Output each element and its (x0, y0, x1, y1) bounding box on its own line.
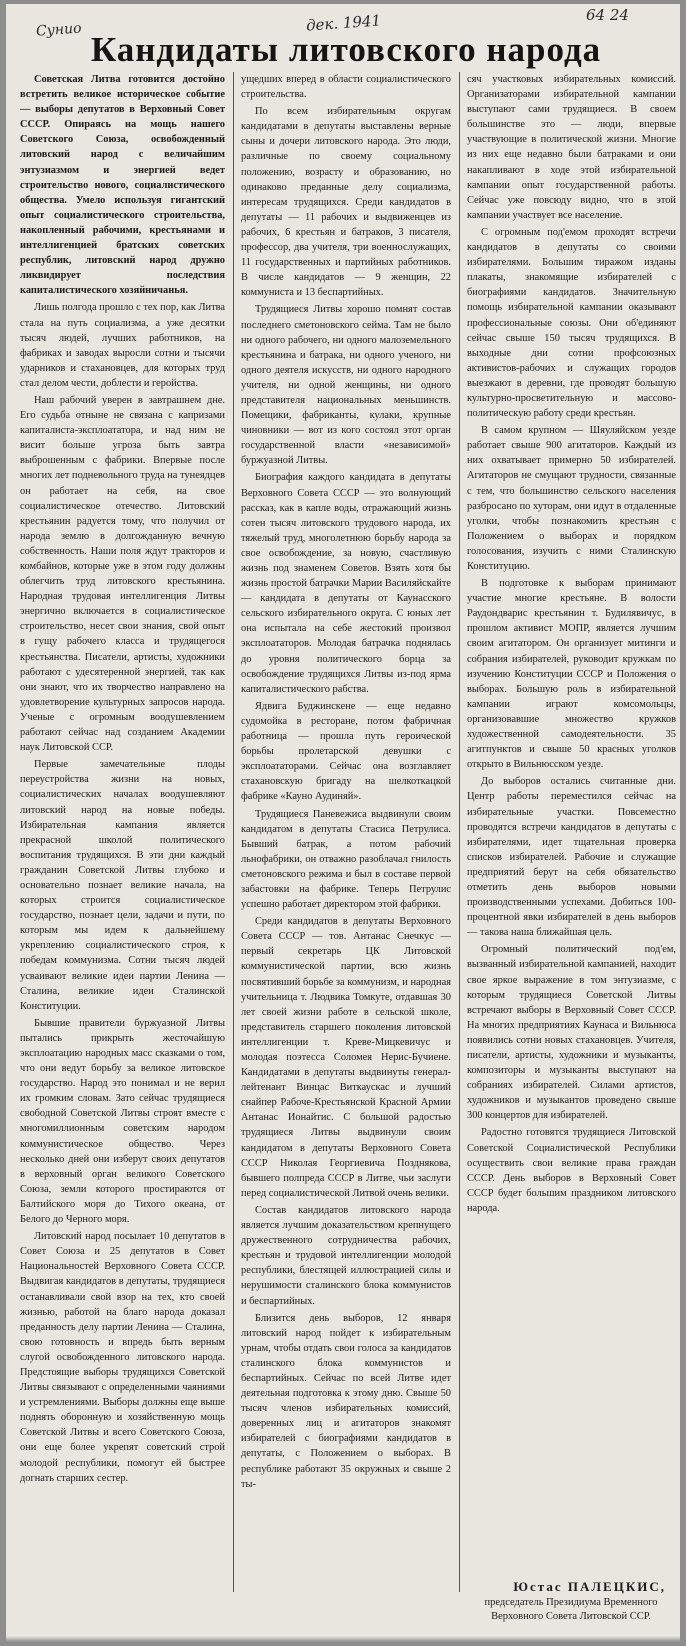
paragraph: Бывшие правители буржуазной Литвы пытались прикрыть жесточайшую эксплоатацию народных масс сказками о том, что они ведут борьбу за великое литовское государство. Народ это понимал и не верил их громким словам. Зато сейчас трудящиеся свободной Советской Литвы строят вместе с многомиллионным советским народом коммунистическое общество. Через несколько дней они изберут своих депутатов в верховный орган великого Советского Союза, земли которого простираются от Балтийского моря до Тихого океана, от Белого до Черного моря. (20, 1017, 225, 1226)
author-title: председатель Президиума Временного Верховного Совета Литовской ССР. (484, 1597, 658, 1622)
paragraph: Наш рабочий уверен в завтрашнем дне. Его судьба отныне не связана с капризами капиталиста-эксплоататора, и над ним не висит больше угроза быть завтра выброшенным с фабрики. Впервые после многих лет подневольного труда на тунеядцев он работает на себя, на свое социалистическое отечество. Литовский крестьянин радуется тому, что получил от народа землю в долгожданную вечную собственность. Наши поля ждут тракторов и комбайнов, которые уже в этом году должны облегчить труд литовского крестьянина. Народная трудовая интеллигенция Литвы энергично включается в социалистическое строительство, несет свои знания, свой опыт в гущу рабочего класса и трудящегося крестьянства. Писатели, артисты, художники работают с удесятеренной энергией, так как они знают, что их творчество направлено на удовлетворение культурных запросов народа. Ученые с огромным воодушевлением работают сейчас над созданием Академии наук Литовской ССР. (20, 394, 225, 754)
paragraph: Первые замечательные плоды переустройства жизни на новых, социалистических началах воодушевляют литовский народ на новые победы. Избирательная кампания является прекрасной школой политического воспитания трудящихся. В эти дни каждый гражданин Советской Литвы глубоко и основательно познает великие начала, на которых строится социалистическое государство, познает цели, задачи и пути, по которым мы идем к дальнейшему укреплению социалистического строя, к победам коммунизма. Сотни тысяч людей усваивают великие идеи партии Ленина — Сталина, великие идеи Сталинской Конституции. (20, 759, 225, 1012)
column-divider (459, 72, 460, 1592)
paragraph: Биография каждого кандидата в депутаты Верховного Совета СССР — это волнующий рассказ, как в капле воды, отражающий жизнь сотен тысяч литовского трудового народа, их тяжелый труд, многолетнюю борьбу народа за свое освобождение, за новую, счастливую жизнь под знаменем Советов. Взять хотя бы жизнь простой батрачки Марии Василяйскайте — кандидата в депутаты от Каунасского сельского избирательного округа. С юных лет она испытала на себе жестокий произвол эксплоататоров. Молодая батрачка поднялась до уровня политического борца за освобождение трудящихся Литвы из-под ярма капиталистического рабства. (241, 472, 451, 695)
handwritten-date: дек. 1941 (305, 11, 382, 35)
paragraph: Близится день выборов, 12 января литовский народ пойдет к избирательным урнам, чтобы отдать свои голоса за кандидатов сталинского блока коммунистов и беспартийных. Сейчас по всей Литве идет деятельная подготовка к этому дню. Свыше 50 тысяч членов избирательных комиссий, доверенных лиц и агитаторов знакомят избирателей с биографиями кандидатов в депутаты, с Положением о выборах. В республике работают 35 окружных и свыше 2 ты- (241, 1312, 451, 1490)
paragraph: По всем избирательным округам кандидатами в депутаты выставлены верные сыны и дочери литовского народа. Это люди, различные по своему социальному положению, возрасту и образованию, но одинаково преданные делу социализма, интересам трудящихся. Среди кандидатов в депутаты — 11 рабочих и выдвиженцев из рабочих, 6 крестьян и батраков, 3 писателя, профессор, два учителя, три военнослужащих, 11 государственных и партийных работников. В числе кандидатов — 9 женщин, 22 коммуниста и 13 беспартийных. (241, 106, 451, 299)
paragraph: Радостно готовятся трудящиеся Литовской Советской Социалистической Республики осуществить свои великие права граждан СССР. День выборов в Верховный Совет СССР будет большим праздником литовского народа. (467, 1127, 676, 1214)
torn-edge (6, 1636, 680, 1642)
paragraph: Советская Литва готовится достойно встретить великое историческое событие — выборы депутатов в Верховный Совет СССР. Опираясь на мощь нашего Советского Союза, освобожденный литовский народ с величайшим энтузиазмом и энергией ведет строительство нового, социалистического общества. Умело используя гигантский опыт социалистического строительства, накопленный рабочими, крестьянами и интеллигенцией братских советских республик, литовский народ дружно ликвидирует последствия капиталистического хозяйничанья. (20, 74, 225, 297)
paragraph: Трудящиеся Литвы хорошо помнят состав последнего сметоновского сейма. Там не было ни одного рабочего, ни одного малоземельного крестьянина и батрака, ни одного ученого, ни одного деятеля искусств, ни одного народного учителя, ни одной женщины, ни одного представителя национальных меньшинств. Помещики, фабриканты, кулаки, крупные чиновники — вот из кого состоял этот орган государственной власти «независимой» буржуазной Литвы. (241, 304, 451, 467)
paragraph: Трудящиеся Паневежиса выдвинули своим кандидатом в депутаты Стасиса Петрулиса. Бывший батрак, а потом рабочий льнофабрики, он отважно разоблачал гнилость сметоновского режима и был в составе первой забастовки на фабрике. Теперь Петрулис успешно работает директором этой фабрики. (241, 808, 451, 911)
newspaper-clipping (6, 4, 680, 1642)
paragraph: До выборов остались считанные дни. Центр работы переместился сейчас на избирательные участки. Повсеместно проводятся встречи кандидатов в депутаты с избирателями, идет тщательная проверка списков избирателей. Рабочие и служащие предприятий берут на себя обязательство отметить день выборов новыми производственными успехами. Добиться 100-процентной явки избирателей в день выборов — такова наша ближайшая цель. (467, 776, 676, 939)
column-1 (20, 72, 225, 1592)
article-headline: Кандидаты литовского народа (90, 30, 602, 69)
paragraph: Состав кандидатов литовского народа является лучшим доказательством крепнущего дружественного сотрудничества рабочих, крестьян и трудовой интеллигенции молодой республики, блестящей иллюстрацией силы и нерушимости сталинского блока коммунистов и беспартийных. (241, 1204, 451, 1307)
paragraph: Огромный политический под'ем, вызванный избирательной кампанией, находит свое яркое выражение в том энтузиазме, с которым трудящиеся Советской Литвы встречают выборы в Верховный Совет СССР. На многих предприятиях Каунаса и Вильнюса появились сотни новых стахановцев. Учителя, писатели, артисты, художники и музыканты, композиторы и музыканты выступают на собраниях избирателей. Силами артистов, художников и музыкантов проведено свыше 300 концертов для избирателей. (467, 944, 676, 1122)
article-body (20, 72, 676, 1592)
column-3 (467, 72, 676, 1592)
paragraph: В самом крупном — Шяуляйском уезде работает свыше 900 агитаторов. Каждый из них охватывает примерно 50 избирателей. Агитаторов не смущают трудности, связанные с тем, что большинство сельского населения разбросано по хуторам, они идут в отдаленные уголки, чтобы познакомить крестьян с Положением о выборах и порядком голосования, изучить с ними Сталинскую Конституцию. (467, 425, 676, 572)
column-divider (233, 72, 234, 1592)
paragraph: В подготовке к выборам принимают участие многие крестьяне. В волости Раудондварис крестьянин т. Будилявичус, в прошлом активист МОПР, является лучшим своим агитатором. Он организует митинги и собрания избирателей, руководит кружкам по изучению Конституции СССР и Положения о выборах. Большую роль в избирательной кампании играют комсомольцы, организовавшие множество кружков художественной самодеятельности. 35 агитпунктов и свыше 50 красных уголков открыто в Вильнюсском уезде. (467, 578, 676, 771)
paragraph: сяч участковых избирательных комиссий. Организаторами избирательной кампании выступают сами трудящиеся. В своем большинстве это — люди, впервые участвующие в политической жизни. Многие из них еще недавно были батраками и они накапливают в ходе этой избирательной кампании опыт государственной работы. Сейчас уже повсюду видно, что в этой кампании участвует все население. (467, 74, 676, 221)
column-2 (241, 72, 451, 1592)
paragraph: С огромным под'емом проходят встречи кандидатов в депутаты со своими избирателями. Большим тиражом изданы плакаты, знакомящие избирателей с биографиями кандидатов. Значительную помощь избирательной кампании оказывают профессиональные союзы. Они об'единяют сейчас свыше 150 тысяч трудящихся. В выходные дни сотни профсоюзных активистов-рабочих и служащих городов выезжают в деревни, где проводят большую культурно-просветительную и массово-политическую работу среди крестьян. (467, 226, 676, 420)
paragraph: Среди кандидатов в депутаты Верховного Совета СССР — тов. Антанас Снечкус — первый секретарь ЦК Литовской коммунистической партии, всю жизнь посвятивший борьбе за коммунизм, и народная учительница т. Людвика Томкуте, отдавшая 30 лет своей жизни работе в сельской школе, представитель старшего поколения литовской интеллигенции т. Креве-Мицкевичус и молодая поэтесса Соломея Нерис-Бучиене. Кандидатами в депутаты выдвинуты генерал-лейтенант Винцас Виткаускас и лучший снайпер Рабоче-Крестьянской Красной Армии Антанас Ионайтис. С большой радостью трудящиеся Литвы выдвинули своим кандидатом в депутаты Верховного Совета СССР Николая Георгиевича Позднякова, бывшего полпреда СССР в Литве, чьи заслуги перед социалистической Литвой очень велики. (241, 916, 451, 1199)
paragraph: Ядвига Буджинскене — еще недавно судомойка в ресторане, потом фабричная работница — прошла путь героической борьбы пролетарской девушки с эксплоататорами. Сейчас она возглавляет стахановскую бригаду на шелкоткацкой фабрике «Кауно Аудиняй». (241, 700, 451, 803)
author-name: Юстас ПАЛЕЦКИС, (513, 1579, 666, 1594)
paragraph: Литовский народ посылает 10 депутатов в Совет Союза и 25 депутатов в Совет Национальностей Верховного Совета СССР. Выдвигая кандидатов в депутаты, трудящиеся останавливали свой взор на тех, кто своей жизнью, работой на благо народа доказал преданность делу партии Ленина — Сталина, свою готовность и впредь быть верным слугой освобожденного литовского народа. Предстоящие выборы трудящихся Советской Литвы связывают с определенными чаяниями и устремлениями. Выборы должны еще выше поднять оборонную и хозяйственную мощь Советской Литвы и всего Советского Союза, они еще более укрепят советский строй молодой республики, помогут ей быстрее догнать старших сестер. (20, 1231, 225, 1484)
paragraph: Лишь полгода прошло с тех пор, как Литва стала на путь социализма, а уже десятки тысяч людей, лучших работников, на фабриках и заводах выросли сотни и тысячи ударников и стахановцев, для которых труд стал делом чести, доблести и геройства. (20, 302, 225, 389)
handwritten-note-right: 64 24 (586, 6, 629, 24)
handwritten-note-left: Сунио (35, 20, 83, 40)
paragraph: ущедших вперед в области социалистического строительства. (241, 74, 451, 101)
author-signature (476, 1580, 666, 1624)
